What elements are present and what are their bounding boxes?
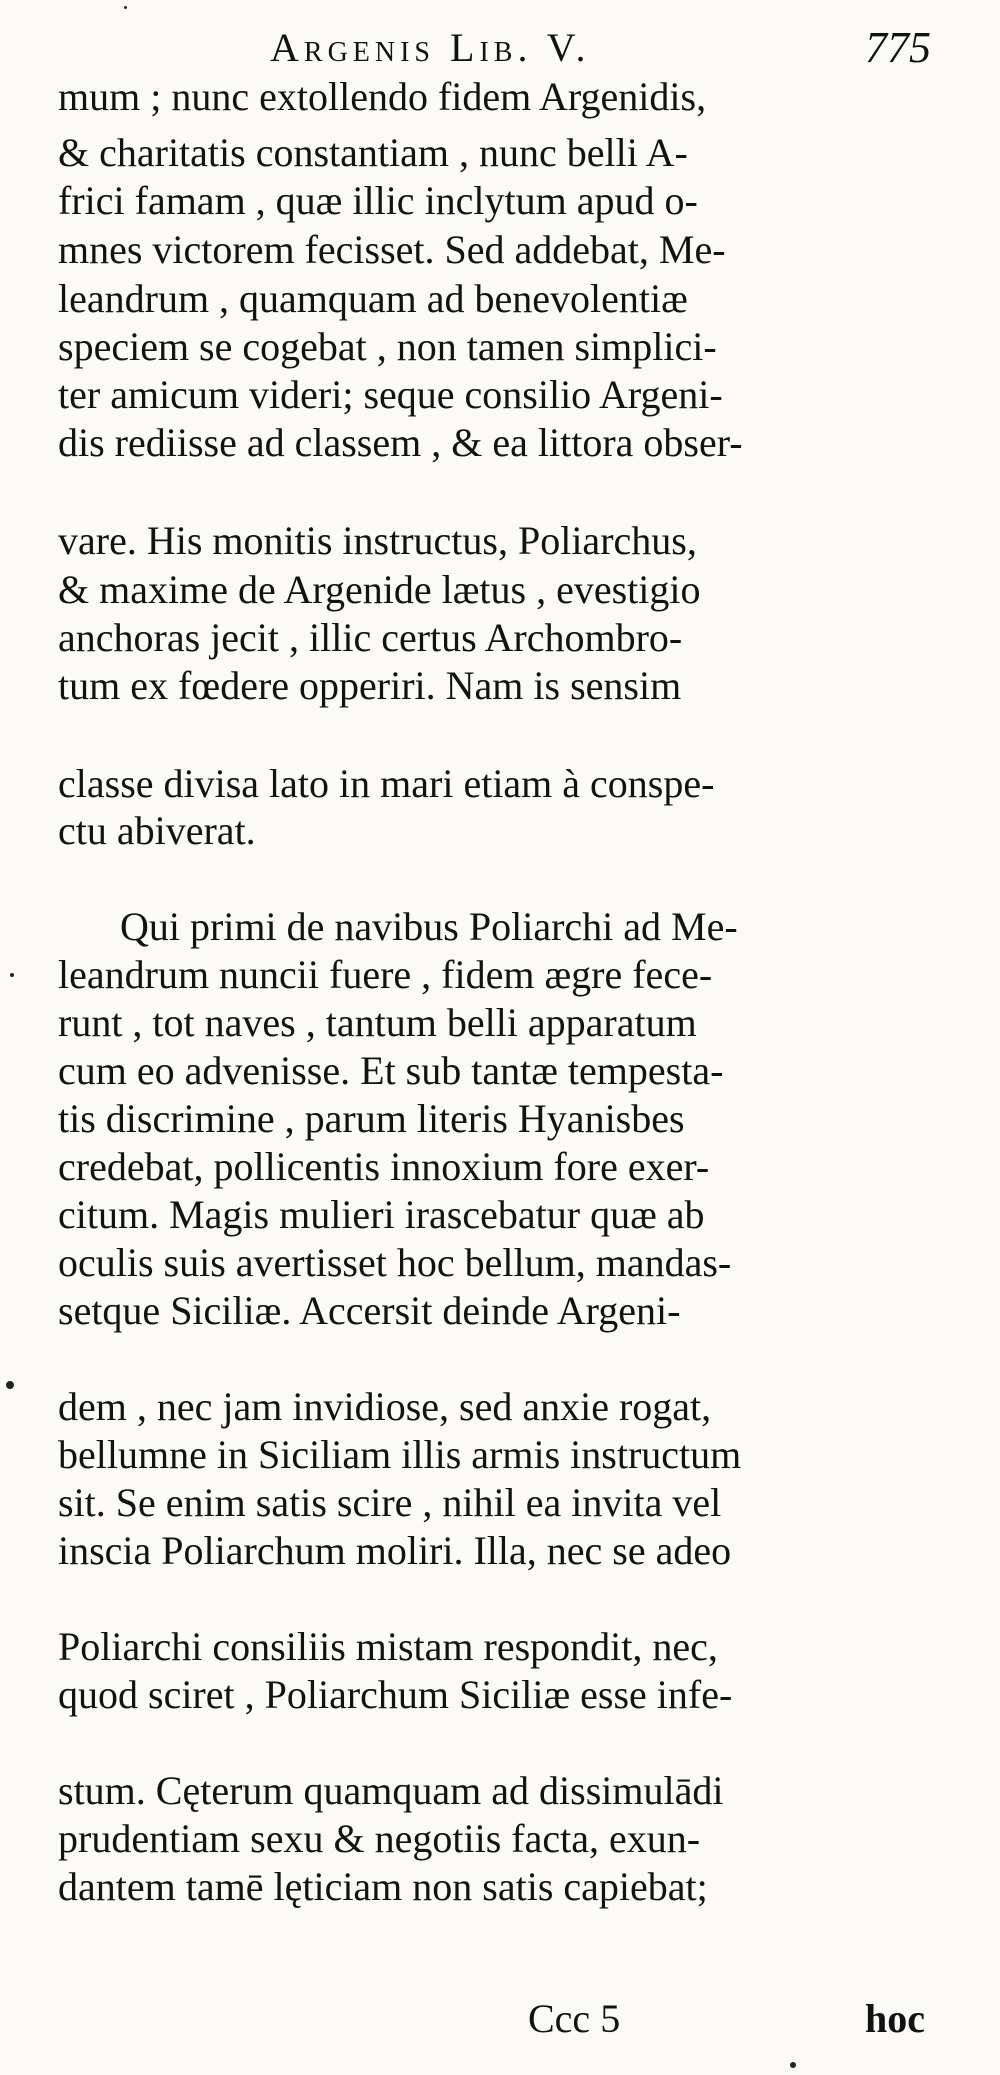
text-line: frici famam , quæ illic inclytum apud o-: [58, 178, 698, 223]
text-line: cum eo advenisse. Et sub tantæ tempesta-: [58, 1048, 724, 1093]
text-line: prudentiam sexu & negotiis facta, exun-: [58, 1816, 701, 1861]
running-head: [0, 18, 1000, 78]
text-line: dis rediisse ad classem , & ea littora obser-: [58, 420, 743, 465]
signature-mark: Ccc 5: [528, 1996, 621, 2041]
text-line: mnes victorem fecisset. Sed addebat, Me-: [58, 227, 726, 272]
text-line: oculis suis avertisset hoc bellum, mandas-: [58, 1240, 732, 1285]
ink-speck: [10, 973, 14, 977]
text-line: anchoras jecit , illic certus Archombro-: [58, 615, 683, 660]
text-line: tis discrimine , parum literis Hyanisbes: [58, 1096, 685, 1141]
text-line: ctu abiverat.: [58, 808, 256, 853]
text-line: & charitatis constantiam , nunc belli A-: [58, 130, 688, 175]
text-line: bellumne in Siciliam illis armis instructum: [58, 1432, 742, 1477]
text-line: Qui primi de navibus Poliarchi ad Me-: [120, 904, 738, 949]
page-footer: [0, 1995, 1000, 2055]
text-line: classe divisa lato in mari etiam à conspe-: [58, 761, 715, 806]
catchword: hoc: [865, 1996, 925, 2041]
text-line: dem , nec jam invidiose, sed anxie rogat,: [58, 1384, 712, 1429]
text-line: inscia Poliarchum moliri. Illa, nec se adeo: [58, 1528, 732, 1573]
text-line: dantem tamē lęticiam non satis capiebat;: [58, 1864, 708, 1909]
text-line: setque Siciliæ. Accersit deinde Argeni-: [58, 1288, 681, 1333]
text-line: sit. Se enim satis scire , nihil ea invita vel: [58, 1480, 722, 1525]
text-line: speciem se cogebat , non tamen simplici-: [58, 324, 717, 369]
ink-speck: [790, 2062, 796, 2068]
text-line: tum ex fœdere opperiri. Nam is sensim: [58, 663, 682, 708]
ink-speck: [6, 1381, 14, 1389]
text-line: vare. His monitis instructus, Poliarchus,: [58, 518, 697, 563]
text-line: leandrum , quamquam ad benevolentiæ: [58, 276, 688, 321]
text-line: runt , tot naves , tantum belli apparatum: [58, 1000, 697, 1045]
text-line: & maxime de Argenide lætus , evestigio: [58, 567, 701, 612]
text-line: ter amicum videri; seque consilio Argeni-: [58, 372, 723, 417]
text-line: leandrum nuncii fuere , fidem ægre fece-: [58, 952, 713, 997]
text-line: stum. Cęterum quamquam ad dissimulādi: [58, 1768, 724, 1813]
text-line: credebat, pollicentis innoxium fore exer-: [58, 1144, 710, 1189]
text-line: mum ; nunc extollendo fidem Argenidis,: [58, 74, 707, 119]
running-title: Argenis Lib. V.: [270, 25, 591, 70]
text-line: citum. Magis mulieri irascebatur quæ ab: [58, 1192, 705, 1237]
ink-speck: [124, 6, 127, 9]
text-line: quod sciret , Poliarchum Siciliæ esse infe-: [58, 1672, 733, 1717]
page-number: 775: [865, 23, 931, 72]
text-line: Poliarchi consiliis mistam respondit, nec,: [58, 1624, 718, 1669]
